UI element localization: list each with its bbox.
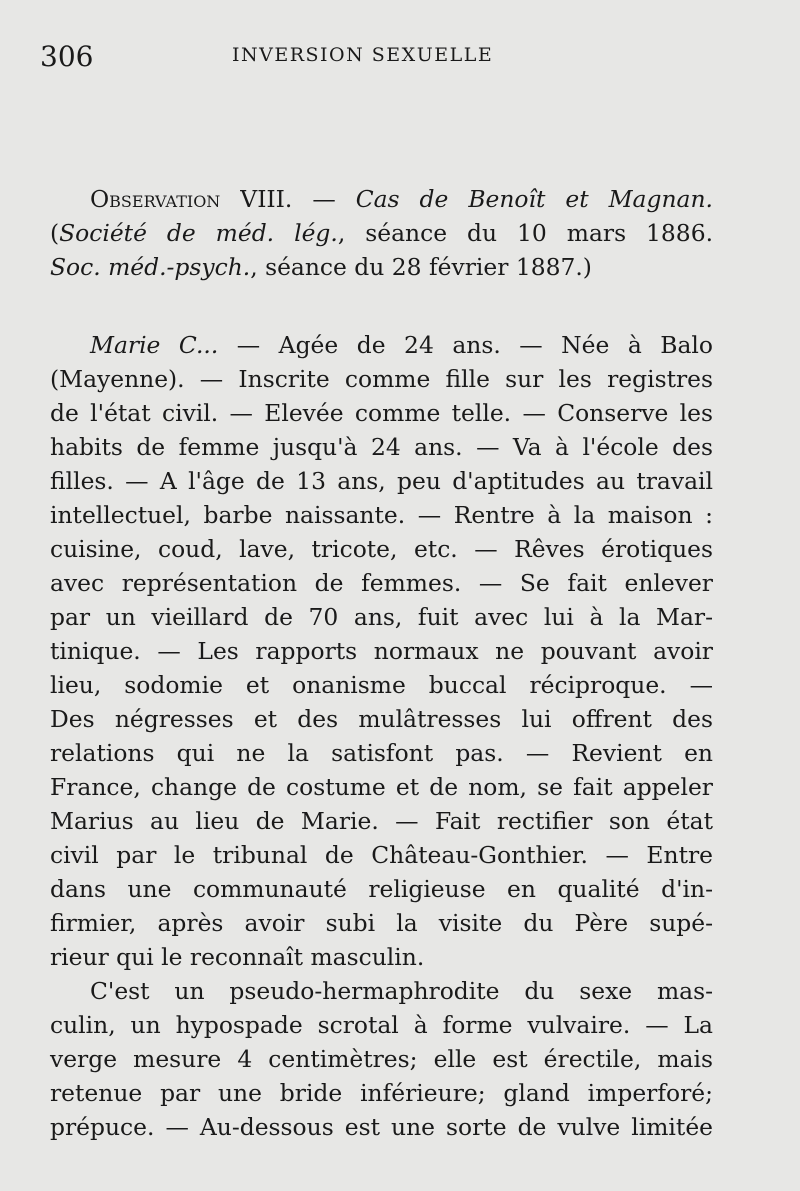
text-line: de l'état civil. — Elevée comme telle. — Conserve les xyxy=(50,399,713,427)
text-line: par un vieillard de 70 ans, fuit avec lui à la Mar- xyxy=(50,603,713,631)
paragraph-1 xyxy=(50,328,713,974)
text-line: culin, un hypospade scrotal à forme vulvaire. — La xyxy=(50,1011,713,1039)
journal-name: Société de méd. lég. xyxy=(59,219,338,247)
text-line: Marie C... — Agée de 24 ans. — Née à Balo xyxy=(90,331,713,359)
text-line: tinique. — Les rapports normaux ne pouvant avoir xyxy=(50,637,713,665)
text-line: C'est un pseudo-hermaphrodite du sexe mas- xyxy=(90,977,713,1005)
heading-line-1: Observation VIII. — Cas de Benoît et Magnan. xyxy=(90,185,713,213)
text-line: (Mayenne). — Inscrite comme fille sur les registres xyxy=(50,365,713,393)
running-title: INVERSION SEXUELLE xyxy=(232,44,494,66)
text-line: verge mesure 4 centimètres; elle est érectile, mais xyxy=(50,1045,713,1073)
body-text xyxy=(50,182,713,1144)
text-line: dans une communauté religieuse en qualité d'in- xyxy=(50,875,713,903)
journal-name-2: Soc. méd.-psych. xyxy=(50,253,251,281)
text-line: Marius au lieu de Marie. — Fait rectifier son état xyxy=(50,807,713,835)
text-line: prépuce. — Au-dessous est une sorte de vulve limitée xyxy=(50,1113,713,1141)
text-line: filles. — A l'âge de 13 ans, peu d'aptitudes au travail xyxy=(50,467,713,495)
text-line: avec représentation de femmes. — Se fait enlever xyxy=(50,569,713,597)
text-line: habits de femme jusqu'à 24 ans. — Va à l'école des xyxy=(50,433,713,461)
text-line: France, change de costume et de nom, se fait appeler xyxy=(50,773,713,801)
page-number: 306 xyxy=(40,40,94,73)
observation-heading xyxy=(50,182,713,284)
text-line: relations qui ne la satisfont pas. — Revient en xyxy=(50,739,713,767)
observation-number: VIII. xyxy=(240,185,293,213)
text-line: rieur qui le reconnaît masculin. xyxy=(50,943,425,971)
heading-line-3: Soc. méd.-psych., séance du 28 février 1887.) xyxy=(50,253,592,281)
text-line: retenue par une bride inférieure; gland imperforé; xyxy=(50,1079,713,1107)
page-header xyxy=(40,40,760,80)
paragraph-2 xyxy=(50,974,713,1144)
heading-line-2: (Société de méd. lég., séance du 10 mars 1886. xyxy=(50,219,714,247)
text-line: intellectuel, barbe naissante. — Rentre à la maison : xyxy=(50,501,713,529)
text-line: lieu, sodomie et onanisme buccal réciproque. — xyxy=(50,671,713,699)
text-line: firmier, après avoir subi la visite du Père supé- xyxy=(50,909,713,937)
observation-label: Observation xyxy=(90,185,221,213)
text-line: Des négresses et des mulâtresses lui offrent des xyxy=(50,705,713,733)
text-line: cuisine, coud, lave, tricote, etc. — Rêves érotiques xyxy=(50,535,713,563)
case-reference: Cas de Benoît et Magnan. xyxy=(355,185,713,213)
patient-name: Marie C... xyxy=(90,331,219,359)
text-line: civil par le tribunal de Château-Gonthier. — Entre xyxy=(50,841,713,869)
